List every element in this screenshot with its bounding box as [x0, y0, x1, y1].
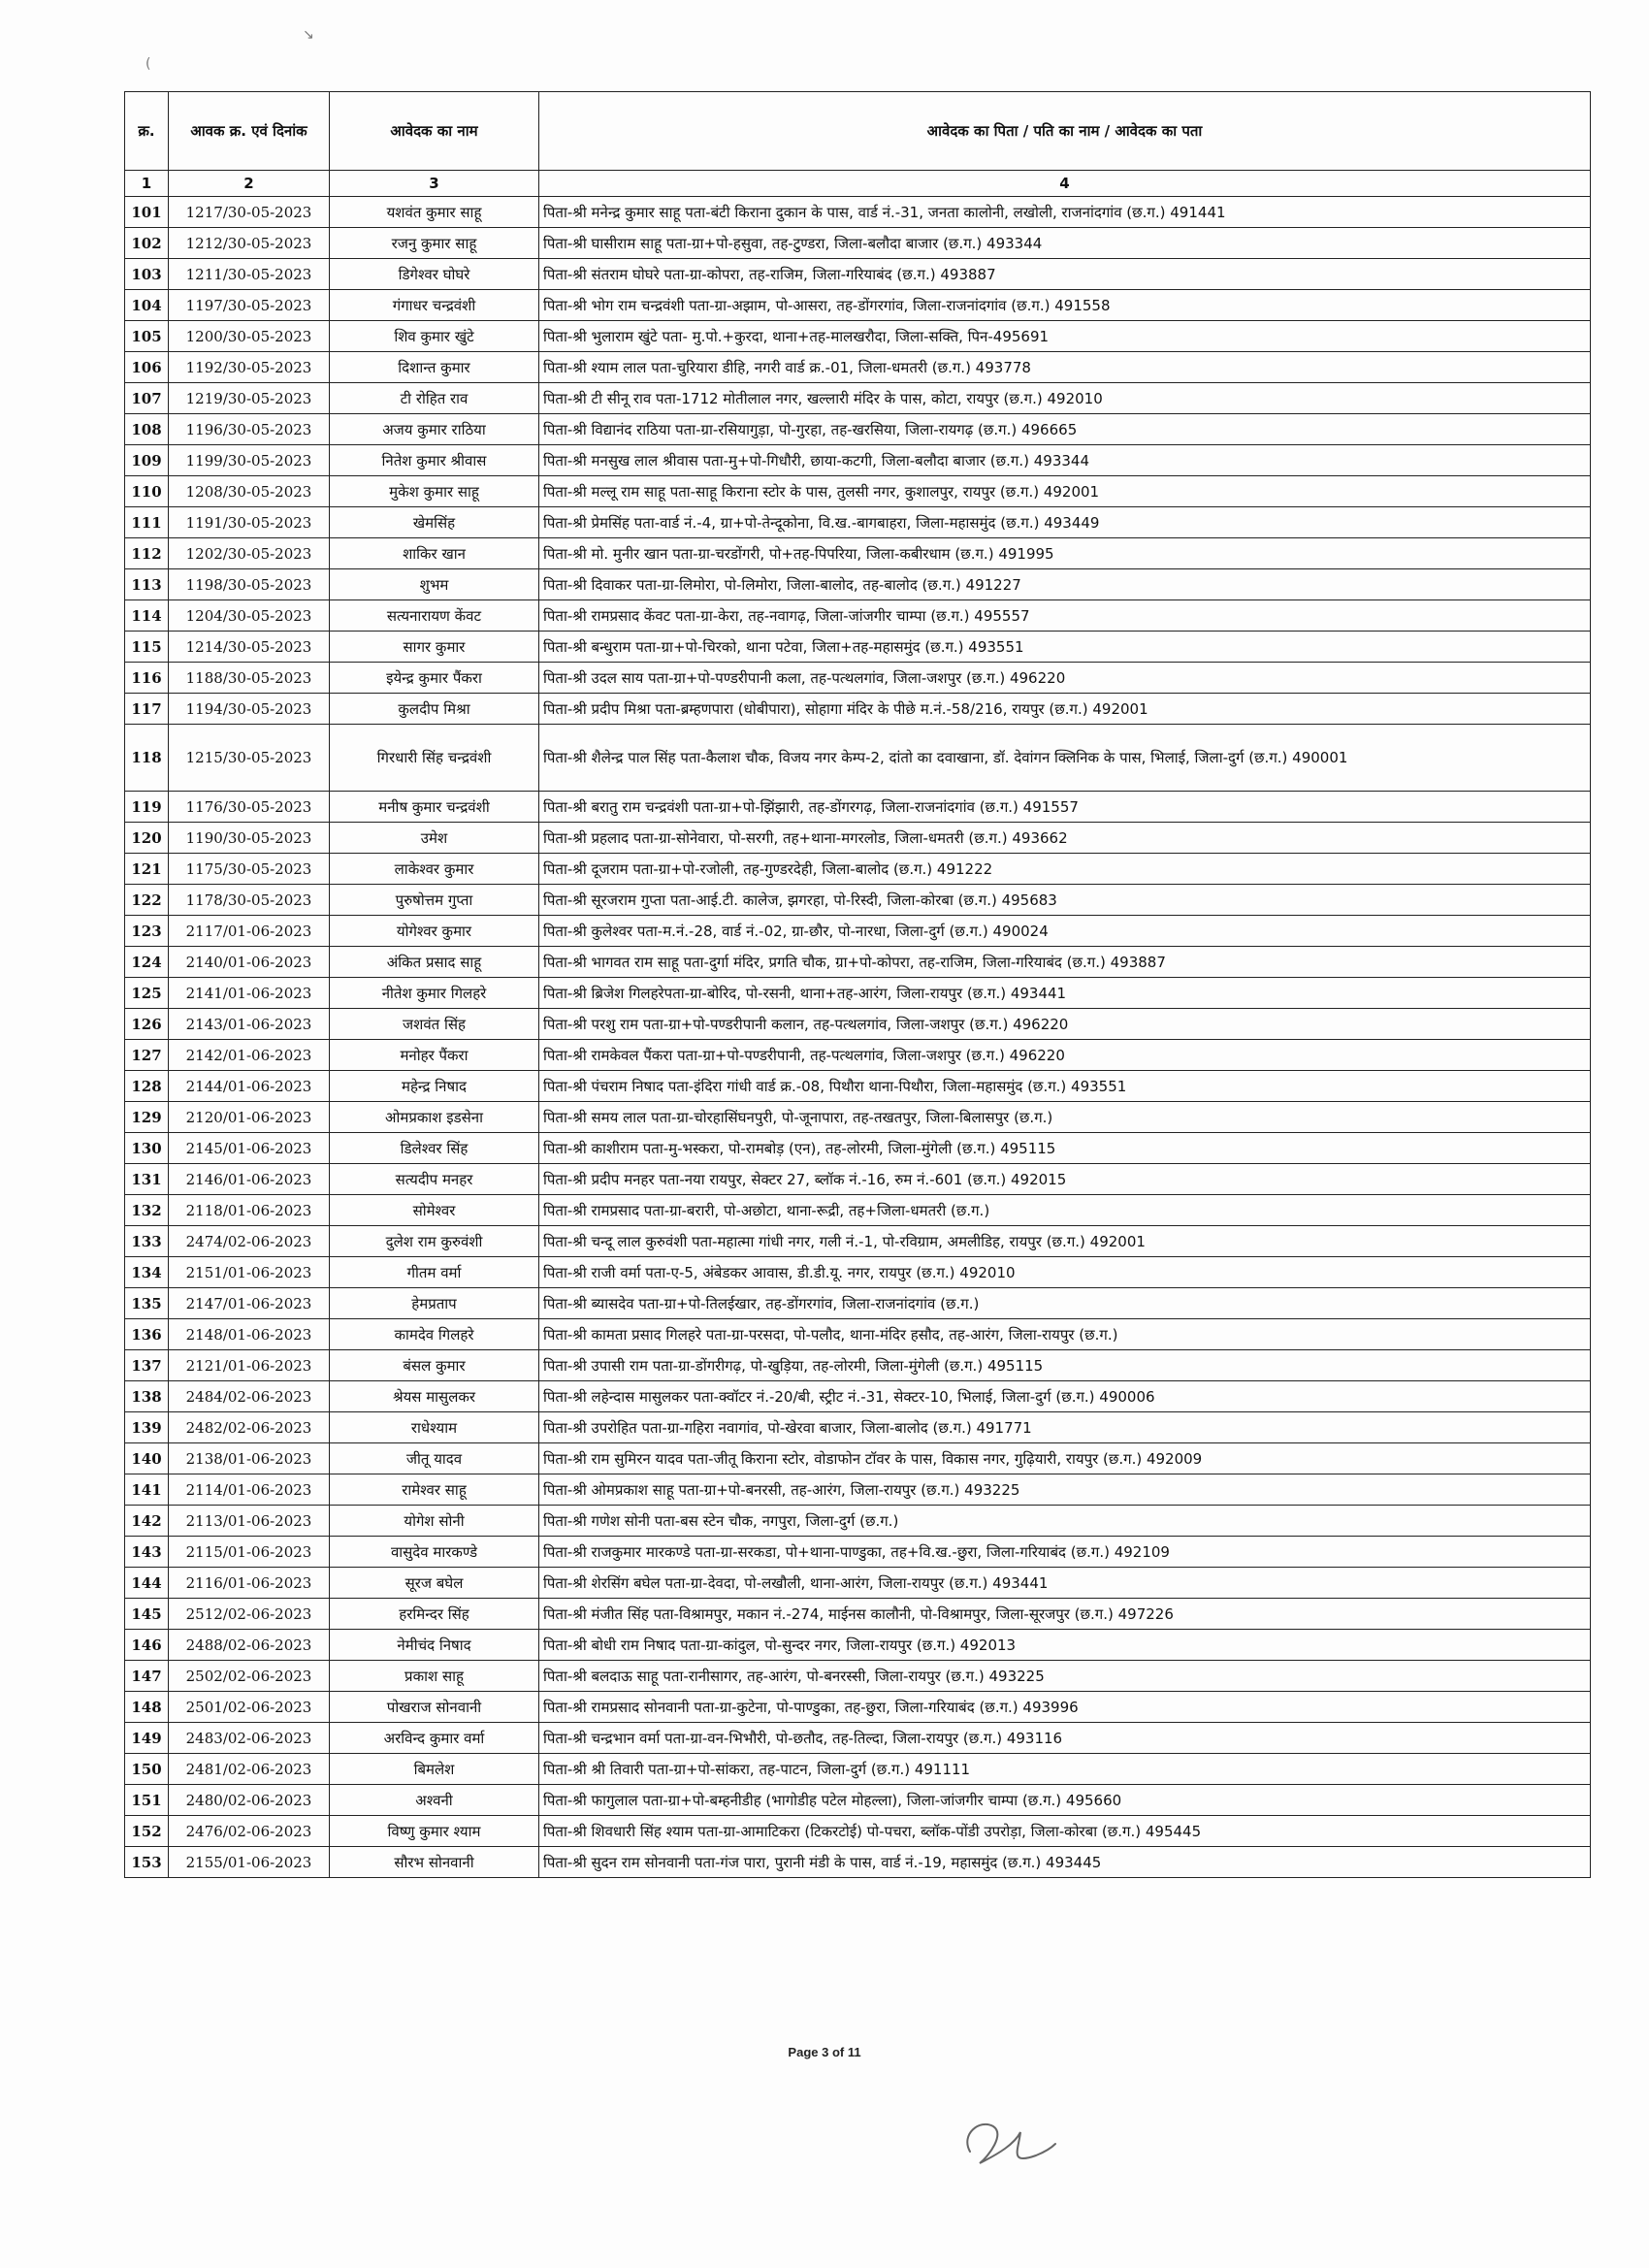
applicant-name-cell: पुरुषोत्तम गुप्ता [330, 885, 539, 916]
table-row [125, 1568, 1591, 1599]
inward-ref-cell: 2118/01-06-2023 [169, 1195, 330, 1226]
serial-cell: 152 [125, 1816, 169, 1847]
applicant-name-cell: मुकेश कुमार साहू [330, 476, 539, 507]
serial-cell: 146 [125, 1630, 169, 1661]
parent-address-cell: पिता-श्री भुलाराम खुंटे पता- मु.पो.+कुरदा, थाना+तह-मालखरौदा, जिला-सक्ति, पिन-495691 [539, 321, 1591, 352]
inward-ref-cell: 2501/02-06-2023 [169, 1692, 330, 1723]
applicant-name-cell: खेमसिंह [330, 507, 539, 538]
table-row [125, 1381, 1591, 1412]
inward-ref-cell: 2151/01-06-2023 [169, 1257, 330, 1288]
inward-ref-cell: 1190/30-05-2023 [169, 823, 330, 854]
applicant-name-cell: पोखराज सोनवानी [330, 1692, 539, 1723]
inward-ref-cell: 1208/30-05-2023 [169, 476, 330, 507]
table-row [125, 854, 1591, 885]
parent-address-cell: पिता-श्री रामप्रसाद पता-ग्रा-बरारी, पो-अछोटा, थाना-रूद्री, तह+जिला-धमतरी (छ.ग.) [539, 1195, 1591, 1226]
applicant-name-cell: बिमलेश [330, 1754, 539, 1785]
applicant-name-cell: मनोहर पैंकरा [330, 1040, 539, 1071]
parent-address-cell: पिता-श्री दूजराम पता-ग्रा+पो-रजोली, तह-गुण्डरदेही, जिला-बालोद (छ.ग.) 491222 [539, 854, 1591, 885]
applicant-name-cell: विष्णु कुमार श्याम [330, 1816, 539, 1847]
serial-cell: 127 [125, 1040, 169, 1071]
table-row [125, 1661, 1591, 1692]
applicant-name-cell: महेन्द्र निषाद [330, 1071, 539, 1102]
inward-ref-cell: 2476/02-06-2023 [169, 1816, 330, 1847]
inward-ref-cell: 2120/01-06-2023 [169, 1102, 330, 1133]
serial-cell: 119 [125, 792, 169, 823]
table-row [125, 694, 1591, 725]
table-row [125, 1288, 1591, 1319]
table-row [125, 1474, 1591, 1506]
inward-ref-cell: 2114/01-06-2023 [169, 1474, 330, 1506]
applicant-name-cell: नेमीचंद निषाद [330, 1630, 539, 1661]
parent-address-cell: पिता-श्री घासीराम साहू पता-ग्रा+पो-हसुवा, तह-टुण्डरा, जिला-बलौदा बाजार (छ.ग.) 493344 [539, 228, 1591, 259]
parent-address-cell: पिता-श्री बन्धुराम पता-ग्रा+पो-चिरको, थाना पटेवा, जिला+तह-महासमुंद (छ.ग.) 493551 [539, 632, 1591, 663]
inward-ref-cell: 2138/01-06-2023 [169, 1443, 330, 1474]
applicant-name-cell: शिव कुमार खुंटे [330, 321, 539, 352]
applicant-name-cell: लाकेश्वर कुमार [330, 854, 539, 885]
parent-address-cell: पिता-श्री शेरसिंग बघेल पता-ग्रा-देवदा, पो-लखौली, थाना-आरंग, जिला-रायपुर (छ.ग.) 493441 [539, 1568, 1591, 1599]
inward-ref-cell: 1204/30-05-2023 [169, 600, 330, 632]
applicant-name-cell: कुलदीप मिश्रा [330, 694, 539, 725]
inward-ref-cell: 2145/01-06-2023 [169, 1133, 330, 1164]
table-row [125, 1350, 1591, 1381]
parent-address-cell: पिता-श्री ब्यासदेव पता-ग्रा+पो-तिलईखार, तह-डोंगरगांव, जिला-राजनांदगांव (छ.ग.) [539, 1288, 1591, 1319]
serial-cell: 150 [125, 1754, 169, 1785]
applicant-name-cell: जीतू यादव [330, 1443, 539, 1474]
applicant-name-cell: अंकित प्रसाद साहू [330, 947, 539, 978]
inward-ref-cell: 2121/01-06-2023 [169, 1350, 330, 1381]
serial-cell: 138 [125, 1381, 169, 1412]
inward-ref-cell: 2147/01-06-2023 [169, 1288, 330, 1319]
inward-ref-cell: 2142/01-06-2023 [169, 1040, 330, 1071]
table-row [125, 978, 1591, 1009]
applicant-name-cell: सत्यनारायण केंवट [330, 600, 539, 632]
parent-address-cell: पिता-श्री लहेन्दास मासुलकर पता-क्वॉटर नं.-20/बी, स्ट्रीट नं.-31, सेक्टर-10, भिलाई, जिला-दुर्ग (छ.ग.) 490006 [539, 1381, 1591, 1412]
serial-cell: 113 [125, 569, 169, 600]
parent-address-cell: पिता-श्री चन्द्रभान वर्मा पता-ग्रा-वन-भिभौरी, पो-छतौद, तह-तिल्दा, जिला-रायपुर (छ.ग.) 493116 [539, 1723, 1591, 1754]
applicant-name-cell: सत्यदीप मनहर [330, 1164, 539, 1195]
serial-cell: 103 [125, 259, 169, 290]
table-row [125, 600, 1591, 632]
applicant-name-cell: जशवंत सिंह [330, 1009, 539, 1040]
table-row [125, 1754, 1591, 1785]
table-row [125, 383, 1591, 414]
inward-ref-cell: 2481/02-06-2023 [169, 1754, 330, 1785]
serial-cell: 134 [125, 1257, 169, 1288]
table-row [125, 538, 1591, 569]
inward-ref-cell: 2488/02-06-2023 [169, 1630, 330, 1661]
table-row [125, 1630, 1591, 1661]
serial-cell: 140 [125, 1443, 169, 1474]
serial-cell: 109 [125, 445, 169, 476]
applicant-name-cell: अश्वनी [330, 1785, 539, 1816]
serial-cell: 142 [125, 1506, 169, 1537]
applicant-name-cell: कामदेव गिलहरे [330, 1319, 539, 1350]
header-col-number: 1 [125, 171, 169, 197]
serial-cell: 136 [125, 1319, 169, 1350]
inward-ref-cell: 2115/01-06-2023 [169, 1537, 330, 1568]
inward-ref-cell: 2144/01-06-2023 [169, 1071, 330, 1102]
serial-cell: 111 [125, 507, 169, 538]
table-row [125, 1257, 1591, 1288]
table-row [125, 1816, 1591, 1847]
serial-cell: 147 [125, 1661, 169, 1692]
serial-cell: 139 [125, 1412, 169, 1443]
serial-cell: 126 [125, 1009, 169, 1040]
parent-address-cell: पिता-श्री प्रहलाद पता-ग्रा-सोनेवारा, पो-सरगी, तह+थाना-मगरलोड, जिला-धमतरी (छ.ग.) 493662 [539, 823, 1591, 854]
serial-cell: 122 [125, 885, 169, 916]
applicant-name-cell: उमेश [330, 823, 539, 854]
inward-ref-cell: 1212/30-05-2023 [169, 228, 330, 259]
serial-cell: 118 [125, 725, 169, 792]
applicant-name-cell: इयेन्द्र कुमार पैंकरा [330, 663, 539, 694]
parent-address-cell: पिता-श्री टी सीनू राव पता-1712 मोतीलाल नगर, खल्लारी मंदिर के पास, कोटा, रायपुर (छ.ग.) 492010 [539, 383, 1591, 414]
serial-cell: 131 [125, 1164, 169, 1195]
table-row [125, 321, 1591, 352]
parent-address-cell: पिता-श्री काशीराम पता-मु-भस्करा, पो-रामबोड़ (एन), तह-लोरमी, जिला-मुंगेली (छ.ग.) 495115 [539, 1133, 1591, 1164]
parent-address-cell: पिता-श्री ओमप्रकाश साहू पता-ग्रा+पो-बनरसी, तह-आरंग, जिला-रायपुर (छ.ग.) 493225 [539, 1474, 1591, 1506]
inward-ref-cell: 1188/30-05-2023 [169, 663, 330, 694]
parent-address-cell: पिता-श्री भोग राम चन्द्रवंशी पता-ग्रा-अझाम, पो-आसरा, तह-डोंगरगांव, जिला-राजनांदगांव (छ.ग.) 491558 [539, 290, 1591, 321]
table-row [125, 259, 1591, 290]
table-row [125, 1443, 1591, 1474]
parent-address-cell: पिता-श्री श्री तिवारी पता-ग्रा+पो-सांकरा, तह-पाटन, जिला-दुर्ग (छ.ग.) 491111 [539, 1754, 1591, 1785]
inward-ref-cell: 1219/30-05-2023 [169, 383, 330, 414]
serial-cell: 149 [125, 1723, 169, 1754]
applicant-name-cell: शुभम [330, 569, 539, 600]
inward-ref-cell: 2148/01-06-2023 [169, 1319, 330, 1350]
page-number: Page 3 of 11 [788, 2045, 861, 2059]
parent-address-cell: पिता-श्री प्रदीप मनहर पता-नया रायपुर, सेक्टर 27, ब्लॉक नं.-16, रुम नं.-601 (छ.ग.) 492015 [539, 1164, 1591, 1195]
table-row [125, 1319, 1591, 1350]
serial-cell: 112 [125, 538, 169, 569]
header-col-number: 3 [330, 171, 539, 197]
applicant-name-cell: राधेश्याम [330, 1412, 539, 1443]
signature-mark [951, 2105, 1067, 2183]
parent-address-cell: पिता-श्री शैलेन्द्र पाल सिंह पता-कैलाश चौक, विजय नगर केम्प-2, दांतो का दवाखाना, डॉ. देवांगन क्लिनिक के पास, भिलाई, जिला-दुर्ग (छ.ग.) 490001 [539, 725, 1591, 792]
header-col-number: 2 [169, 171, 330, 197]
header-inward-ref: आवक क्र. एवं दिनांक [169, 92, 330, 171]
applicant-name-cell: हेमप्रताप [330, 1288, 539, 1319]
serial-cell: 151 [125, 1785, 169, 1816]
serial-cell: 148 [125, 1692, 169, 1723]
table-row [125, 663, 1591, 694]
serial-cell: 153 [125, 1847, 169, 1878]
inward-ref-cell: 1194/30-05-2023 [169, 694, 330, 725]
parent-address-cell: पिता-श्री उपरोहित पता-ग्रा-गहिरा नवागांव, पो-खेरवा बाजार, जिला-बालोद (छ.ग.) 491771 [539, 1412, 1591, 1443]
table-row [125, 1537, 1591, 1568]
header-parent-address: आवेदक का पिता / पति का नाम / आवेदक का पता [539, 92, 1591, 171]
parent-address-cell: पिता-श्री उपासी राम पता-ग्रा-डोंगरीगढ़, पो-खुड़िया, तह-लोरमी, जिला-मुंगेली (छ.ग.) 495115 [539, 1350, 1591, 1381]
applicant-name-cell: रामेश्वर साहू [330, 1474, 539, 1506]
serial-cell: 130 [125, 1133, 169, 1164]
parent-address-cell: पिता-श्री रामप्रसाद केंवट पता-ग्रा-केरा, तह-नवागढ़, जिला-जांजगीर चाम्पा (छ.ग.) 495557 [539, 600, 1591, 632]
serial-cell: 125 [125, 978, 169, 1009]
parent-address-cell: पिता-श्री रामकेवल पैंकरा पता-ग्रा+पो-पण्डरीपानी, तह-पत्थलगांव, जिला-जशपुर (छ.ग.) 496220 [539, 1040, 1591, 1071]
inward-ref-cell: 1175/30-05-2023 [169, 854, 330, 885]
parent-address-cell: पिता-श्री फागुलाल पता-ग्रा+पो-बम्हनीडीह (भागोडीह पटेल मोहल्ला), जिला-जांजगीर चाम्पा (छ.ग.) 495660 [539, 1785, 1591, 1816]
applicant-name-cell: बंसल कुमार [330, 1350, 539, 1381]
applicant-name-cell: गंगाधर चन्द्रवंशी [330, 290, 539, 321]
inward-ref-cell: 1214/30-05-2023 [169, 632, 330, 663]
applicant-name-cell: हरमिन्दर सिंह [330, 1599, 539, 1630]
applicant-name-cell: यशवंत कुमार साहू [330, 197, 539, 228]
table-row [125, 1009, 1591, 1040]
parent-address-cell: पिता-श्री कुलेश्वर पता-म.नं.-28, वार्ड नं.-02, ग्रा-छौर, पो-नारधा, जिला-दुर्ग (छ.ग.) 490024 [539, 916, 1591, 947]
serial-cell: 108 [125, 414, 169, 445]
parent-address-cell: पिता-श्री कामता प्रसाद गिलहरे पता-ग्रा-परसदा, पो-पलौद, थाना-मंदिर हसौद, तह-आरंग, जिला-रायपुर (छ.ग.) [539, 1319, 1591, 1350]
serial-cell: 128 [125, 1071, 169, 1102]
inward-ref-cell: 2143/01-06-2023 [169, 1009, 330, 1040]
parent-address-cell: पिता-श्री बरातु राम चन्द्रवंशी पता-ग्रा+पो-झिंझारी, तह-डोंगरगढ़, जिला-राजनांदगांव (छ.ग.) 491557 [539, 792, 1591, 823]
applicant-name-cell: गीतम वर्मा [330, 1257, 539, 1288]
parent-address-cell: पिता-श्री विद्यानंद राठिया पता-ग्रा-रसियागुड़ा, पो-गुरहा, तह-खरसिया, जिला-रायगढ़ (छ.ग.) 496665 [539, 414, 1591, 445]
inward-ref-cell: 1191/30-05-2023 [169, 507, 330, 538]
table-row [125, 1506, 1591, 1537]
scan-speck-mark: ↘ [303, 27, 314, 43]
table-row [125, 947, 1591, 978]
applicant-name-cell: श्रेयस मासुलकर [330, 1381, 539, 1412]
serial-cell: 137 [125, 1350, 169, 1381]
parent-address-cell: पिता-श्री शिवधारी सिंह श्याम पता-ग्रा-आमाटिकरा (टिकरटोई) पो-पचरा, ब्लॉक-पोंडी उपरोड़ा, जिला-कोरबा (छ.ग.) 495445 [539, 1816, 1591, 1847]
parent-address-cell: पिता-श्री प्रदीप मिश्रा पता-ब्रम्हणपारा (धोबीपारा), सोहागा मंदिर के पीछे म.नं.-58/216, रायपुर (छ.ग.) 492001 [539, 694, 1591, 725]
applicant-name-cell: योगेश्वर कुमार [330, 916, 539, 947]
table-row [125, 569, 1591, 600]
parent-address-cell: पिता-श्री दिवाकर पता-ग्रा-लिमोरा, पो-लिमोरा, जिला-बालोद, तह-बालोद (छ.ग.) 491227 [539, 569, 1591, 600]
applicant-name-cell: डिगेश्वर घोघरे [330, 259, 539, 290]
applicant-name-cell: दुलेश राम कुरुवंशी [330, 1226, 539, 1257]
inward-ref-cell: 2483/02-06-2023 [169, 1723, 330, 1754]
table-row [125, 1164, 1591, 1195]
parent-address-cell: पिता-श्री ब्रिजेश गिलहरेपता-ग्रा-बोरिद, पो-रसनी, थाना+तह-आरंग, जिला-रायपुर (छ.ग.) 493441 [539, 978, 1591, 1009]
serial-cell: 105 [125, 321, 169, 352]
table-row [125, 885, 1591, 916]
serial-cell: 116 [125, 663, 169, 694]
applicant-name-cell: शाकिर खान [330, 538, 539, 569]
table-row [125, 1133, 1591, 1164]
table-row [125, 352, 1591, 383]
serial-cell: 115 [125, 632, 169, 663]
inward-ref-cell: 1202/30-05-2023 [169, 538, 330, 569]
table-row [125, 1040, 1591, 1071]
scan-speck-mark: ( [146, 56, 151, 72]
parent-address-cell: पिता-श्री उदल साय पता-ग्रा+पो-पण्डरीपानी कला, तह-पत्थलगांव, जिला-जशपुर (छ.ग.) 496220 [539, 663, 1591, 694]
table-row [125, 1195, 1591, 1226]
inward-ref-cell: 1196/30-05-2023 [169, 414, 330, 445]
parent-address-cell: पिता-श्री बोधी राम निषाद पता-ग्रा-कांदुल, पो-सुन्दर नगर, जिला-रायपुर (छ.ग.) 492013 [539, 1630, 1591, 1661]
table-row [125, 197, 1591, 228]
applicant-table [124, 91, 1591, 1878]
parent-address-cell: पिता-श्री परशु राम पता-ग्रा+पो-पण्डरीपानी कलान, तह-पत्थलगांव, जिला-जशपुर (छ.ग.) 496220 [539, 1009, 1591, 1040]
serial-cell: 124 [125, 947, 169, 978]
applicant-name-cell: रजनु कुमार साहू [330, 228, 539, 259]
serial-cell: 135 [125, 1288, 169, 1319]
applicant-name-cell: सूरज बघेल [330, 1568, 539, 1599]
parent-address-cell: पिता-श्री चन्दू लाल कुरुवंशी पता-महात्मा गांधी नगर, गली नं.-1, पो-रविग्राम, अमलीडिह, रायपुर (छ.ग.) 492001 [539, 1226, 1591, 1257]
serial-cell: 132 [125, 1195, 169, 1226]
parent-address-cell: पिता-श्री राजकुमार मारकण्डे पता-ग्रा-सरकडा, पो+थाना-पाण्डुका, तह+वि.ख.-छुरा, जिला-गरियाबंद (छ.ग.) 492109 [539, 1537, 1591, 1568]
applicant-name-cell: सोमेश्वर [330, 1195, 539, 1226]
serial-cell: 117 [125, 694, 169, 725]
inward-ref-cell: 1197/30-05-2023 [169, 290, 330, 321]
applicant-name-cell: दिशान्त कुमार [330, 352, 539, 383]
parent-address-cell: पिता-श्री सुदन राम सोनवानी पता-गंज पारा, पुरानी मंडी के पास, वार्ड नं.-19, महासमुंद (छ.ग.) 493445 [539, 1847, 1591, 1878]
inward-ref-cell: 2474/02-06-2023 [169, 1226, 330, 1257]
inward-ref-cell: 1178/30-05-2023 [169, 885, 330, 916]
table-row [125, 476, 1591, 507]
applicant-name-cell: नीतेश कुमार गिलहरे [330, 978, 539, 1009]
serial-cell: 101 [125, 197, 169, 228]
header-applicant-name: आवेदक का नाम [330, 92, 539, 171]
applicant-name-cell: मनीष कुमार चन्द्रवंशी [330, 792, 539, 823]
table-row [125, 1102, 1591, 1133]
inward-ref-cell: 2116/01-06-2023 [169, 1568, 330, 1599]
inward-ref-cell: 2482/02-06-2023 [169, 1412, 330, 1443]
inward-ref-cell: 1199/30-05-2023 [169, 445, 330, 476]
applicant-name-cell: योगेश सोनी [330, 1506, 539, 1537]
parent-address-cell: पिता-श्री सूरजराम गुप्ता पता-आई.टी. कालेज, झगरहा, पो-रिस्दी, जिला-कोरबा (छ.ग.) 495683 [539, 885, 1591, 916]
inward-ref-cell: 2484/02-06-2023 [169, 1381, 330, 1412]
applicant-name-cell: अरविन्द कुमार वर्मा [330, 1723, 539, 1754]
table-row [125, 1785, 1591, 1816]
inward-ref-cell: 2512/02-06-2023 [169, 1599, 330, 1630]
parent-address-cell: पिता-श्री बलदाऊ साहू पता-रानीसागर, तह-आरंग, पो-बनरस्सी, जिला-रायपुर (छ.ग.) 493225 [539, 1661, 1591, 1692]
parent-address-cell: पिता-श्री मनसुख लाल श्रीवास पता-मु+पो-गिधौरी, छाया-कटगी, जिला-बलौदा बाजार (छ.ग.) 493344 [539, 445, 1591, 476]
inward-ref-cell: 1192/30-05-2023 [169, 352, 330, 383]
table-row [125, 1071, 1591, 1102]
table-row [125, 725, 1591, 792]
serial-cell: 129 [125, 1102, 169, 1133]
parent-address-cell: पिता-श्री संतराम घोघरे पता-ग्रा-कोपरा, तह-राजिम, जिला-गरियाबंद (छ.ग.) 493887 [539, 259, 1591, 290]
table-header [125, 92, 1591, 197]
inward-ref-cell: 2113/01-06-2023 [169, 1506, 330, 1537]
applicant-name-cell: ओमप्रकाश इडसेना [330, 1102, 539, 1133]
header-col-number: 4 [539, 171, 1591, 197]
table-row [125, 823, 1591, 854]
serial-cell: 145 [125, 1599, 169, 1630]
serial-cell: 102 [125, 228, 169, 259]
serial-cell: 144 [125, 1568, 169, 1599]
applicant-name-cell: डिलेश्वर सिंह [330, 1133, 539, 1164]
parent-address-cell: पिता-श्री गणेश सोनी पता-बस स्टेन चौक, नगपुरा, जिला-दुर्ग (छ.ग.) [539, 1506, 1591, 1537]
applicant-name-cell: प्रकाश साहू [330, 1661, 539, 1692]
serial-cell: 114 [125, 600, 169, 632]
table-row [125, 1692, 1591, 1723]
table-row [125, 1226, 1591, 1257]
serial-cell: 107 [125, 383, 169, 414]
parent-address-cell: पिता-श्री श्याम लाल पता-चुरियारा डीहि, नगरी वार्ड क्र.-01, जिला-धमतरी (छ.ग.) 493778 [539, 352, 1591, 383]
serial-cell: 141 [125, 1474, 169, 1506]
table-row [125, 792, 1591, 823]
inward-ref-cell: 2502/02-06-2023 [169, 1661, 330, 1692]
inward-ref-cell: 2155/01-06-2023 [169, 1847, 330, 1878]
table-row [125, 507, 1591, 538]
table-row [125, 445, 1591, 476]
serial-cell: 133 [125, 1226, 169, 1257]
parent-address-cell: पिता-श्री प्रेमसिंह पता-वार्ड नं.-4, ग्रा+पो-तेन्दूकोना, वि.ख.-बागबाहरा, जिला-महासमुंद (छ.ग.) 493449 [539, 507, 1591, 538]
serial-cell: 123 [125, 916, 169, 947]
table-row [125, 632, 1591, 663]
table-row [125, 1847, 1591, 1878]
inward-ref-cell: 1176/30-05-2023 [169, 792, 330, 823]
serial-cell: 121 [125, 854, 169, 885]
serial-cell: 143 [125, 1537, 169, 1568]
table-body [125, 197, 1591, 1878]
applicant-name-cell: नितेश कुमार श्रीवास [330, 445, 539, 476]
inward-ref-cell: 1215/30-05-2023 [169, 725, 330, 792]
serial-cell: 106 [125, 352, 169, 383]
serial-cell: 120 [125, 823, 169, 854]
applicant-name-cell: वासुदेव मारकण्डे [330, 1537, 539, 1568]
table-row [125, 290, 1591, 321]
parent-address-cell: पिता-श्री मो. मुनीर खान पता-ग्रा-चरडोंगरी, पो+तह-पिपरिया, जिला-कबीरधाम (छ.ग.) 491995 [539, 538, 1591, 569]
parent-address-cell: पिता-श्री समय लाल पता-ग्रा-चोरहासिंघनपुरी, पो-जूनापारा, तह-तखतपुर, जिला-बिलासपुर (छ.ग.) [539, 1102, 1591, 1133]
table-row [125, 228, 1591, 259]
applicant-name-cell: गिरधारी सिंह चन्द्रवंशी [330, 725, 539, 792]
table-row [125, 1412, 1591, 1443]
parent-address-cell: पिता-श्री मंजीत सिंह पता-विश्रामपुर, मकान नं.-274, माईनस कालौनी, पो-विश्रामपुर, जिला-सूरजपुर (छ.ग.) 497226 [539, 1599, 1591, 1630]
inward-ref-cell: 2140/01-06-2023 [169, 947, 330, 978]
parent-address-cell: पिता-श्री राजी वर्मा पता-ए-5, अंबेडकर आवास, डी.डी.यू. नगर, रायपुर (छ.ग.) 492010 [539, 1257, 1591, 1288]
serial-cell: 110 [125, 476, 169, 507]
applicant-name-cell: सौरभ सोनवानी [330, 1847, 539, 1878]
parent-address-cell: पिता-श्री रामप्रसाद सोनवानी पता-ग्रा-कुटेना, पो-पाण्डुका, तह-छुरा, जिला-गरियाबंद (छ.ग.) 493996 [539, 1692, 1591, 1723]
inward-ref-cell: 1211/30-05-2023 [169, 259, 330, 290]
parent-address-cell: पिता-श्री भागवत राम साहू पता-दुर्गा मंदिर, प्रगति चौक, ग्रा+पो-कोपरा, तह-राजिम, जिला-गरियाबंद (छ.ग.) 493887 [539, 947, 1591, 978]
applicant-name-cell: अजय कुमार राठिया [330, 414, 539, 445]
inward-ref-cell: 2480/02-06-2023 [169, 1785, 330, 1816]
applicant-name-cell: सागर कुमार [330, 632, 539, 663]
inward-ref-cell: 1198/30-05-2023 [169, 569, 330, 600]
header-serial: क्र. [125, 92, 169, 171]
serial-cell: 104 [125, 290, 169, 321]
table-row [125, 414, 1591, 445]
table-row [125, 916, 1591, 947]
inward-ref-cell: 2146/01-06-2023 [169, 1164, 330, 1195]
inward-ref-cell: 1217/30-05-2023 [169, 197, 330, 228]
parent-address-cell: पिता-श्री राम सुमिरन यादव पता-जीतू किराना स्टोर, वोडाफोन टॉवर के पास, विकास नगर, गुढ़ियारी, रायपुर (छ.ग.) 492009 [539, 1443, 1591, 1474]
parent-address-cell: पिता-श्री मनेन्द्र कुमार साहू पता-बंटी किराना दुकान के पास, वार्ड नं.-31, जनता कालोनी, लखोली, राजनांदगांव (छ.ग.) 491441 [539, 197, 1591, 228]
parent-address-cell: पिता-श्री पंचराम निषाद पता-इंदिरा गांधी वार्ड क्र.-08, पिथौरा थाना-पिथौरा, जिला-महासमुंद (छ.ग.) 493551 [539, 1071, 1591, 1102]
table-row [125, 1599, 1591, 1630]
inward-ref-cell: 2141/01-06-2023 [169, 978, 330, 1009]
table-row [125, 1723, 1591, 1754]
parent-address-cell: पिता-श्री मल्लू राम साहू पता-साहू किराना स्टोर के पास, तुलसी नगर, कुशालपुर, रायपुर (छ.ग.) 492001 [539, 476, 1591, 507]
applicant-name-cell: टी रोहित राव [330, 383, 539, 414]
inward-ref-cell: 1200/30-05-2023 [169, 321, 330, 352]
inward-ref-cell: 2117/01-06-2023 [169, 916, 330, 947]
